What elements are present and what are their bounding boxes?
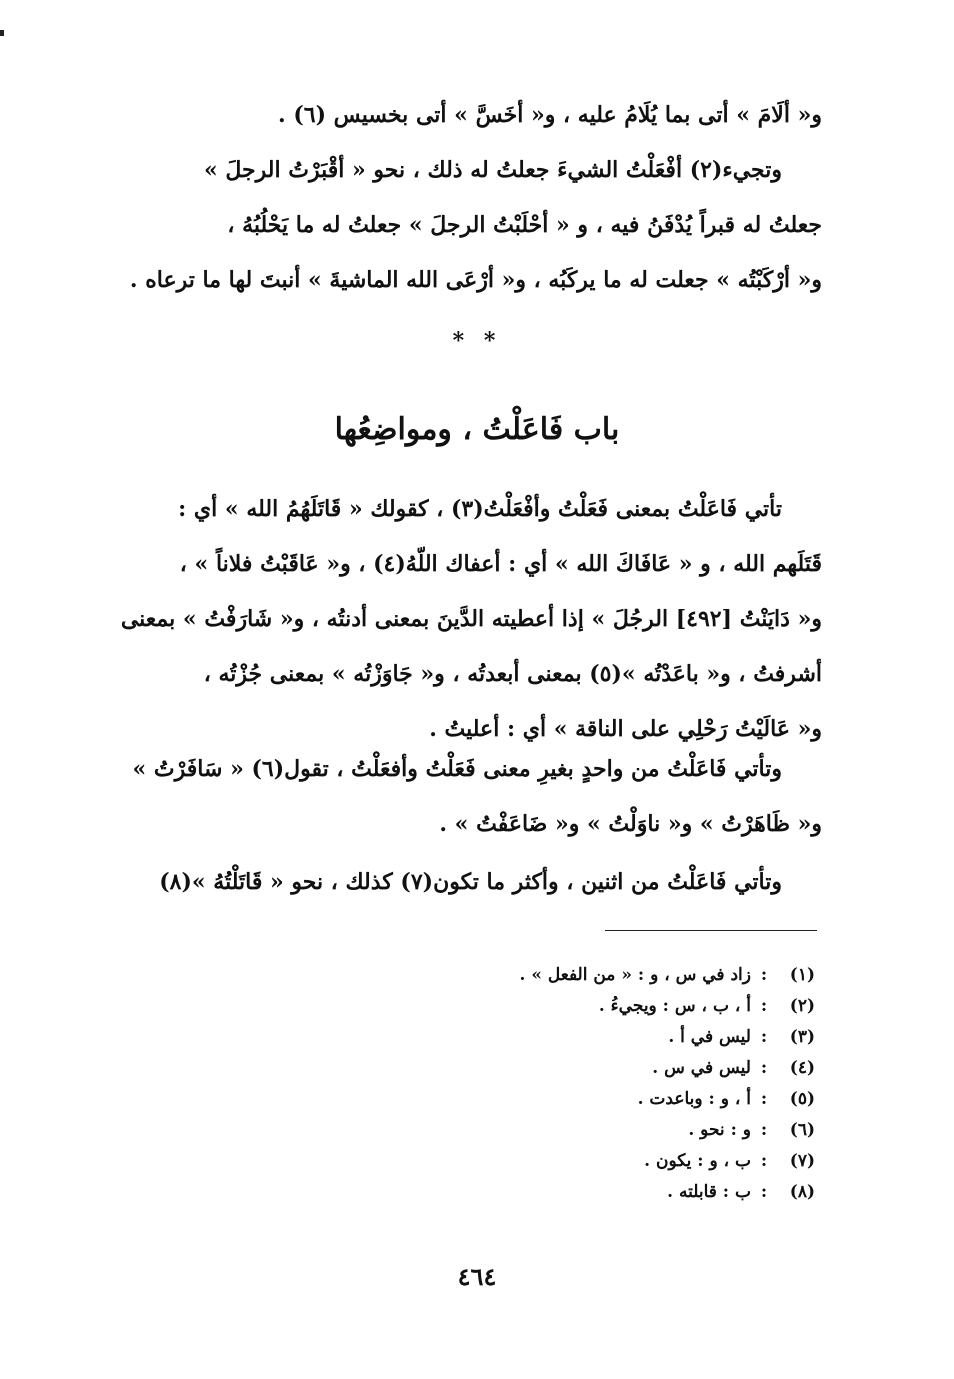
- footnote-separator: :: [760, 965, 768, 985]
- footnote-number: (٣): [789, 1027, 815, 1047]
- text-line: تأتي فَاعَلْتُ بمعنى فَعَلْتُ وأفْعَلْتُ(٣) ، كقولك « قَاتَلَهُمُ الله » أي :: [178, 496, 782, 522]
- footnote-text: زاد في س ، و : « من الفعل » .: [519, 965, 751, 985]
- footnote-number: (٨): [789, 1182, 815, 1202]
- text-line: وتجيء(٢) أفْعَلْتُ الشيءَ جعلتُ له ذلك ، نحو « أقْبَرْتُ الرجلَ »: [203, 157, 782, 183]
- footnote-7: [300, 1146, 815, 1177]
- footnote-3: [300, 1022, 815, 1053]
- footnote-divider: [605, 930, 817, 931]
- footnote-text: و : نحو .: [688, 1120, 751, 1140]
- section-separator-stars: * *: [452, 328, 502, 354]
- footnote-separator: :: [760, 1089, 768, 1109]
- footnote-separator: :: [760, 1027, 768, 1047]
- text-line: قَتَلَهم الله ، و « عَافَاكَ الله » أي : أعفاك اللّهُ(٤) ، و« عَاقَبْتُ فلاناً » ،: [179, 551, 822, 577]
- footnote-number: (١): [789, 965, 815, 985]
- paragraph-4: [150, 855, 822, 910]
- text-line: و« ظَاهَرْتُ » و« ناوَلْتُ » و« ضَاعَفْتُ » .: [439, 811, 822, 837]
- text-line: و« أرْكَبْتُه » جعلت له ما يركَبُه ، و« أرْعَى الله الماشيةَ » أنبتَ لها ما ترعاه .: [129, 267, 822, 293]
- footnote-text: أ ، و : وباعدت .: [637, 1089, 751, 1109]
- footnote-text: ب ، و : يكون .: [644, 1151, 751, 1171]
- footnote-1: [300, 960, 815, 991]
- footnote-6: [300, 1115, 815, 1146]
- footnote-separator: :: [760, 1182, 768, 1202]
- footnote-5: [300, 1084, 815, 1115]
- paragraph-1: [129, 88, 822, 308]
- footnote-2: [300, 991, 815, 1022]
- text-line: و« دَايَنْتُ [٤٩٢] الرجُلَ » إذا أعطيته الدَّينَ بمعنى أدنتُه ، و« شَارَفْتُ » بمعنى: [120, 606, 822, 632]
- paragraph-2: [120, 482, 822, 757]
- text-line: جعلتُ له قبراً يُدْفَنُ فيه ، و « أحْلَبْتُ الرجلَ » جعلتُ له ما يَحْلُبُهُ ،: [227, 212, 822, 238]
- footnote-4: [300, 1053, 815, 1084]
- footnote-text: ب : قابلته .: [667, 1182, 751, 1202]
- text-line: وتأتي فَاعَلْتُ من واحدٍ بغيرِ معنى فَعَلْتُ وأفعَلْتُ ، تقول(٦) « سَافَرْتُ »: [132, 756, 782, 782]
- footnote-separator: :: [760, 1058, 768, 1078]
- paragraph-3: [132, 742, 822, 852]
- footnote-number: (٧): [789, 1151, 815, 1171]
- text-line: وتأتي فَاعَلْتُ من اثنين ، وأكثر ما تكون(٧) كذلك ، نحو « قَاتَلْتُهُ »(٨): [159, 869, 782, 895]
- footnote-text: ليس في أ .: [668, 1027, 751, 1047]
- page-number: ٤٦٤: [457, 1262, 497, 1291]
- footnote-text: أ ، ب ، س : ويجيءُ .: [598, 996, 751, 1016]
- footnote-number: (٤): [789, 1058, 815, 1078]
- scan-speck: [0, 30, 4, 36]
- footnote-separator: :: [760, 1151, 768, 1171]
- footnote-number: (٦): [789, 1120, 815, 1140]
- footnote-text: ليس في س .: [652, 1058, 751, 1078]
- text-line: و« ألَامَ » أتى بما يُلَامُ عليه ، و« أخَسَّ » أتى بخسيس (٦) .: [278, 102, 822, 128]
- section-heading: باب فَاعَلْتُ ، ومواضِعُها: [334, 412, 620, 447]
- footnote-separator: :: [760, 996, 768, 1016]
- footnotes: [300, 960, 815, 1208]
- footnote-separator: :: [760, 1120, 768, 1140]
- footnote-8: [300, 1177, 815, 1208]
- footnote-number: (٥): [789, 1089, 815, 1109]
- text-line: أشرفتُ ، و« باعَدْتُه »(٥) بمعنى أبعدتُه ، و« جَاوَزْتُه » بمعنى جُزْتُه ،: [203, 661, 822, 687]
- text-line: و« عَالَيْتُ رَحْلِي على الناقة » أي : أعليتُ .: [429, 716, 822, 742]
- footnote-number: (٢): [789, 996, 815, 1016]
